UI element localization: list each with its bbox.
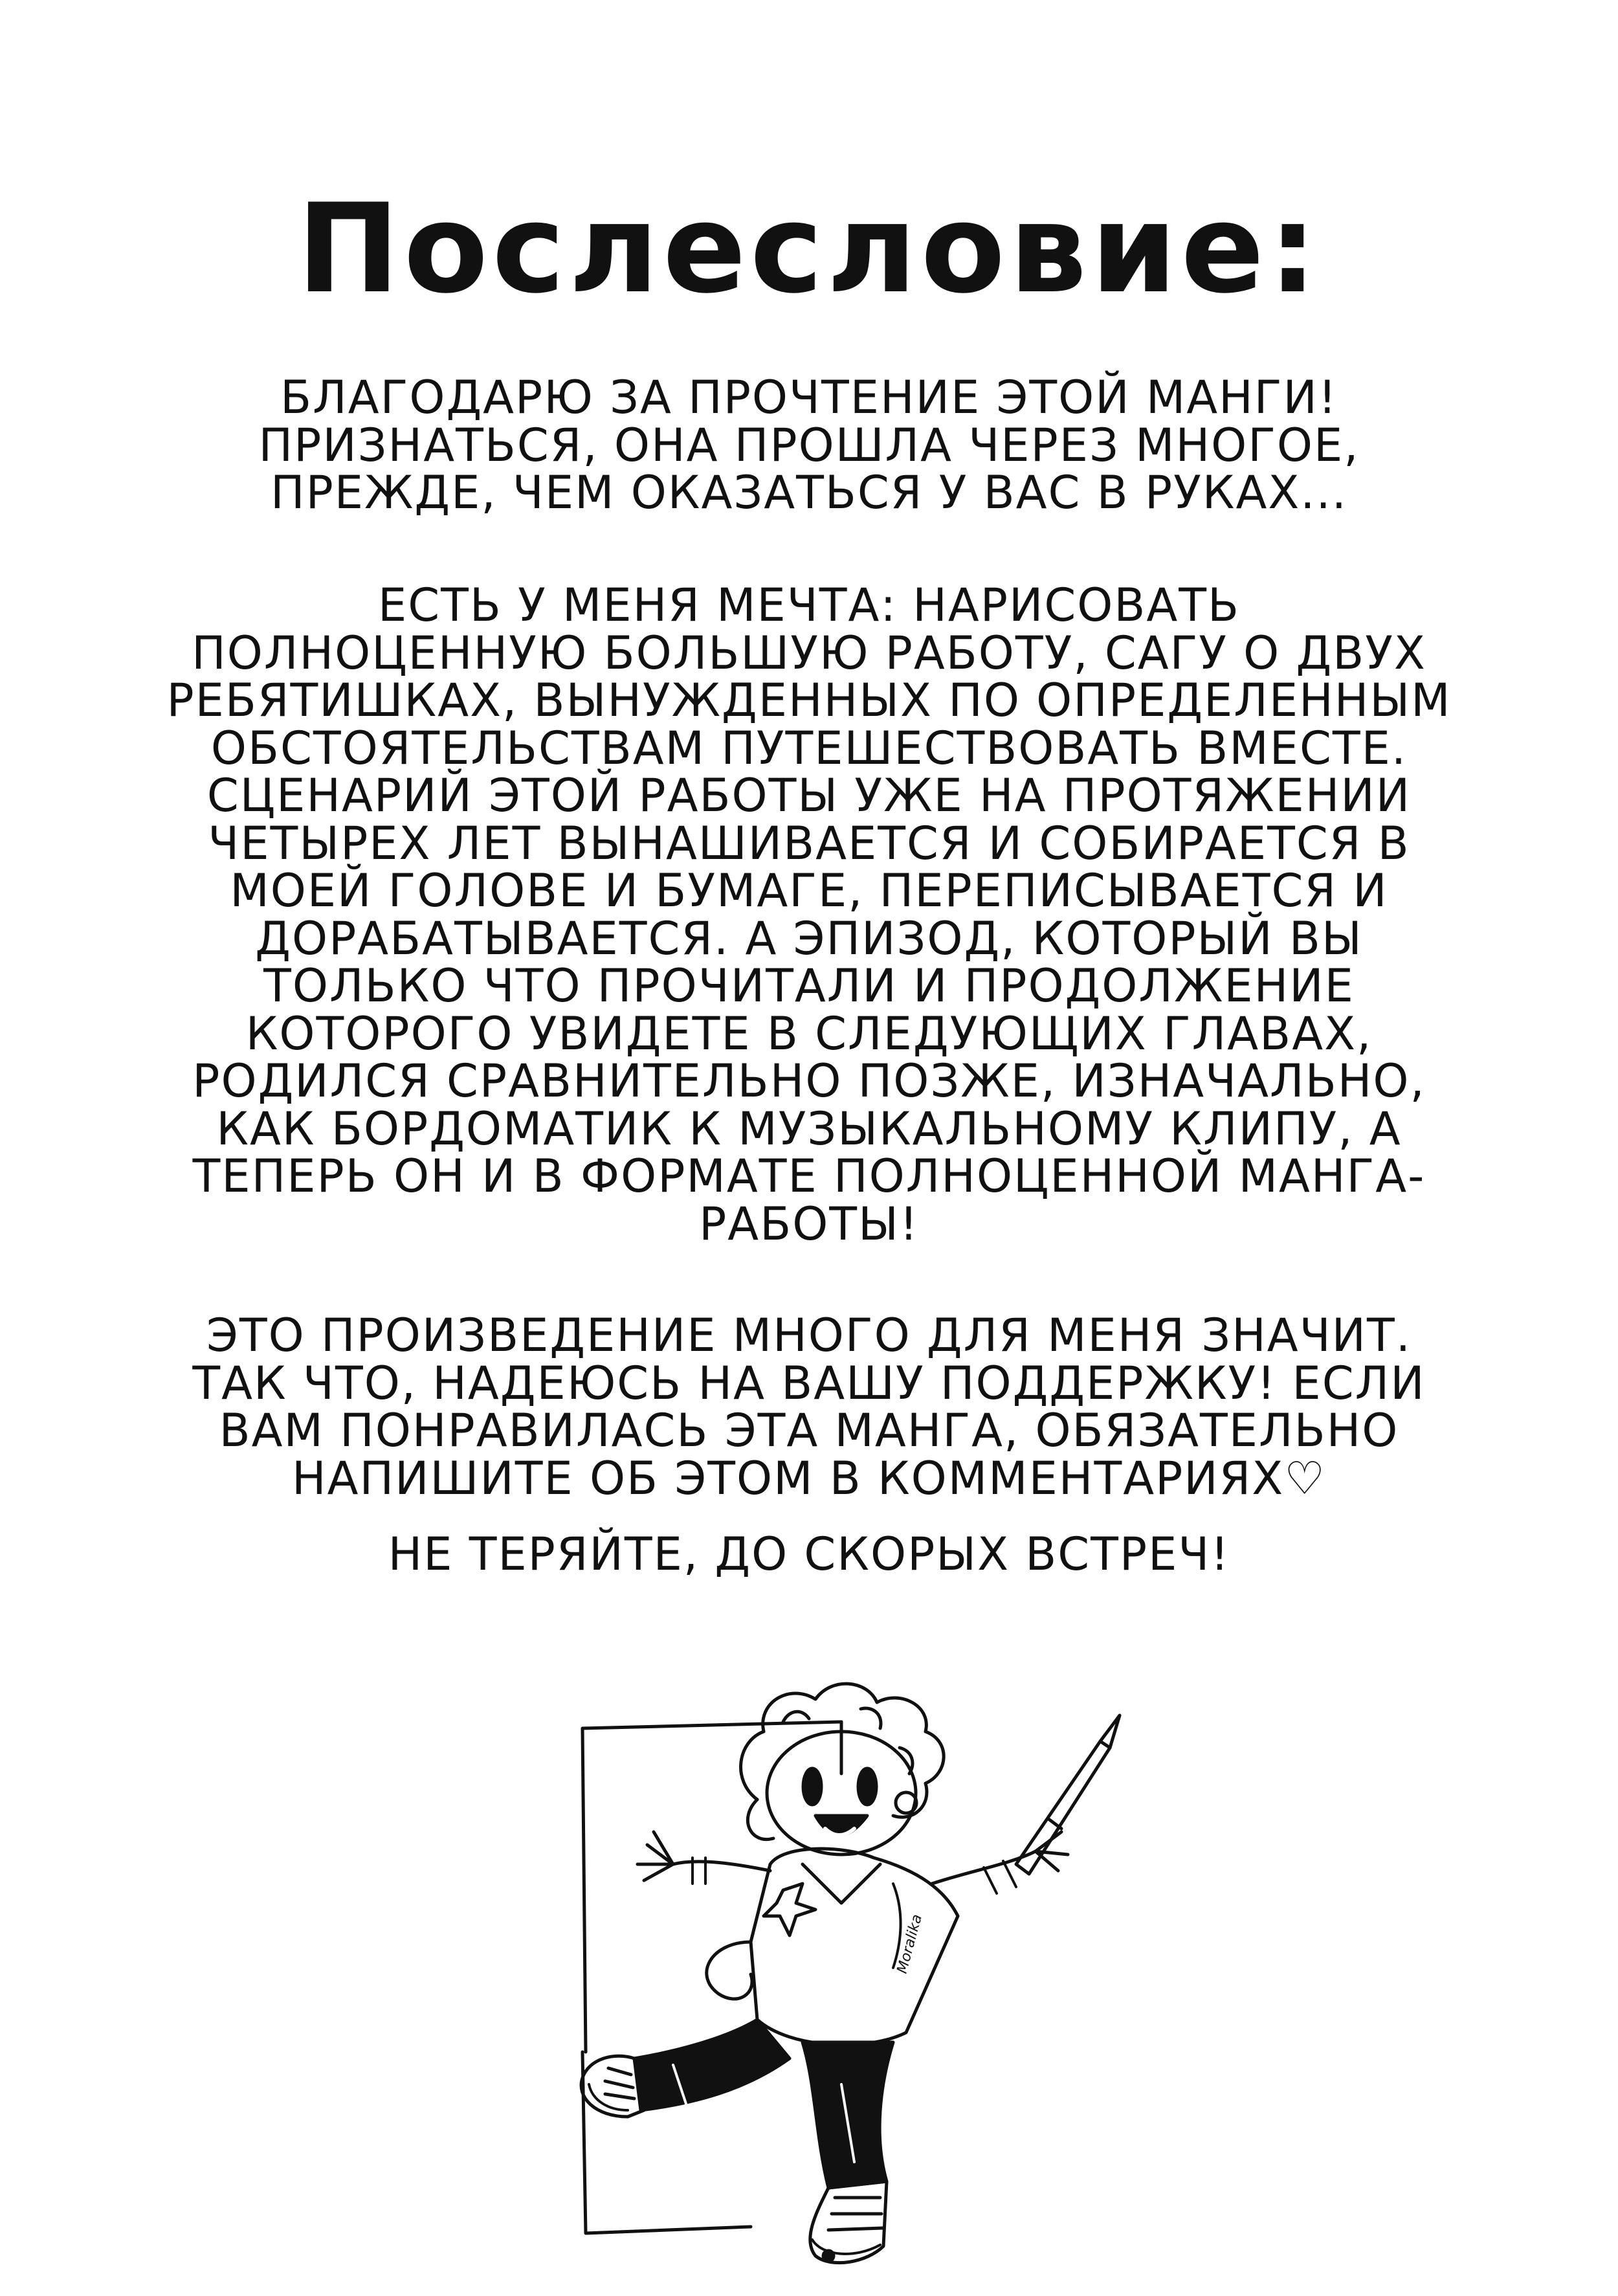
text-line: ПРИЗНАТЬСЯ, ОНА ПРОШЛА ЧЕРЕЗ МНОГОЕ,: [258, 418, 1360, 472]
text-line: ПОЛНОЦЕННУЮ БОЛЬШУЮ РАБОТУ, САГУ О ДВУХ: [192, 626, 1426, 680]
text-line: НАПИШИТЕ ОБ ЭТОМ В КОММЕНТАРИЯХ♡: [291, 1451, 1327, 1505]
arm-right-icon: [932, 1832, 1068, 1893]
text-line: КОТОРОГО УВИДЕТЕ В СЛЕДУЮЩИХ ГЛАВАХ,: [245, 1007, 1373, 1060]
text-line: ТЕПЕРЬ ОН И В ФОРМАТЕ ПОЛНОЦЕННОЙ МАНГА-: [192, 1150, 1426, 1203]
brush-icon: [1016, 1715, 1120, 1874]
text-line: ТОЛЬКО ЧТО ПРОЧИТАЛИ И ПРОДОЛЖЕНИЕ: [263, 959, 1355, 1012]
text-line: ПРЕЖДЕ, ЧЕМ ОКАЗАТЬСЯ У ВАС В РУКАХ...: [270, 466, 1348, 519]
page-title: Послесловие:: [296, 177, 1322, 320]
swirl-icon: [707, 1942, 752, 1999]
text-line: ВАМ ПОНРАВИЛАСЬ ЭТА МАНГА, ОБЯЗАТЕЛЬНО: [219, 1404, 1399, 1457]
paragraph-farewell: [97, 1528, 1521, 1581]
boot-left-icon: [581, 2056, 644, 2117]
text-line: КАК БОРДОМАТИК К МУЗЫКАЛЬНОМУ КЛИПУ, А: [216, 1102, 1402, 1155]
text-line: МОЕЙ ГОЛОВЕ И БУМАГЕ, ПЕРЕПИСЫВАЕТСЯ И: [230, 864, 1388, 917]
signature-text: Moralika: [894, 1912, 925, 1976]
boot-right-icon: [810, 2181, 887, 2263]
text-line: НЕ ТЕРЯЙТЕ, ДО СКОРЫХ ВСТРЕЧ!: [388, 1528, 1230, 1581]
text-line: ДОРАБАТЫВАЕТСЯ. А ЭПИЗОД, КОТОРЫЙ ВЫ: [255, 911, 1363, 965]
text-line: ОБСТОЯТЕЛЬСТВАМ ПУТЕШЕСТВОВАТЬ ВМЕСТЕ.: [210, 721, 1408, 775]
chibi-character-jumping-through-frame-icon: [479, 1670, 1178, 2272]
paragraph-support: [97, 1309, 1521, 1505]
pants-icon: [634, 2020, 893, 2188]
paragraph-thanks: [97, 371, 1521, 519]
text-line: ЧЕТЫРЕХ ЛЕТ ВЫНАШИВАЕТСЯ И СОБИРАЕТСЯ В: [208, 816, 1410, 870]
text-line: РОДИЛСЯ СРАВНИТЕЛЬНО ПОЗЖЕ, ИЗНАЧАЛЬНО,: [192, 1054, 1426, 1108]
text-line: РЕБЯТИШКАХ, ВЫНУЖДЕННЫХ ПО ОПРЕДЕЛЕННЫМ: [166, 674, 1452, 727]
text-line: РАБОТЫ!: [699, 1197, 919, 1251]
arm-left-icon: [637, 1832, 770, 1884]
text-line: СЦЕНАРИЙ ЭТОЙ РАБОТЫ УЖЕ НА ПРОТЯЖЕНИИ: [206, 769, 1412, 822]
text-line: ЭТО ПРОИЗВЕДЕНИЕ МНОГО ДЛЯ МЕНЯ ЗНАЧИТ.: [206, 1309, 1412, 1362]
text-line: ЕСТЬ У МЕНЯ МЕЧТА: НАРИСОВАТЬ: [377, 579, 1241, 632]
text-line: БЛАГОДАРЮ ЗА ПРОЧТЕНИЕ ЭТОЙ МАНГИ!: [280, 371, 1338, 424]
paragraph-dream: [97, 579, 1521, 1251]
shirt-icon: [751, 1849, 958, 2045]
text-line: ТАК ЧТО, НАДЕЮСЬ НА ВАШУ ПОДДЕРЖКУ! ЕСЛИ: [192, 1356, 1426, 1410]
frame-icon: [582, 1722, 841, 2233]
